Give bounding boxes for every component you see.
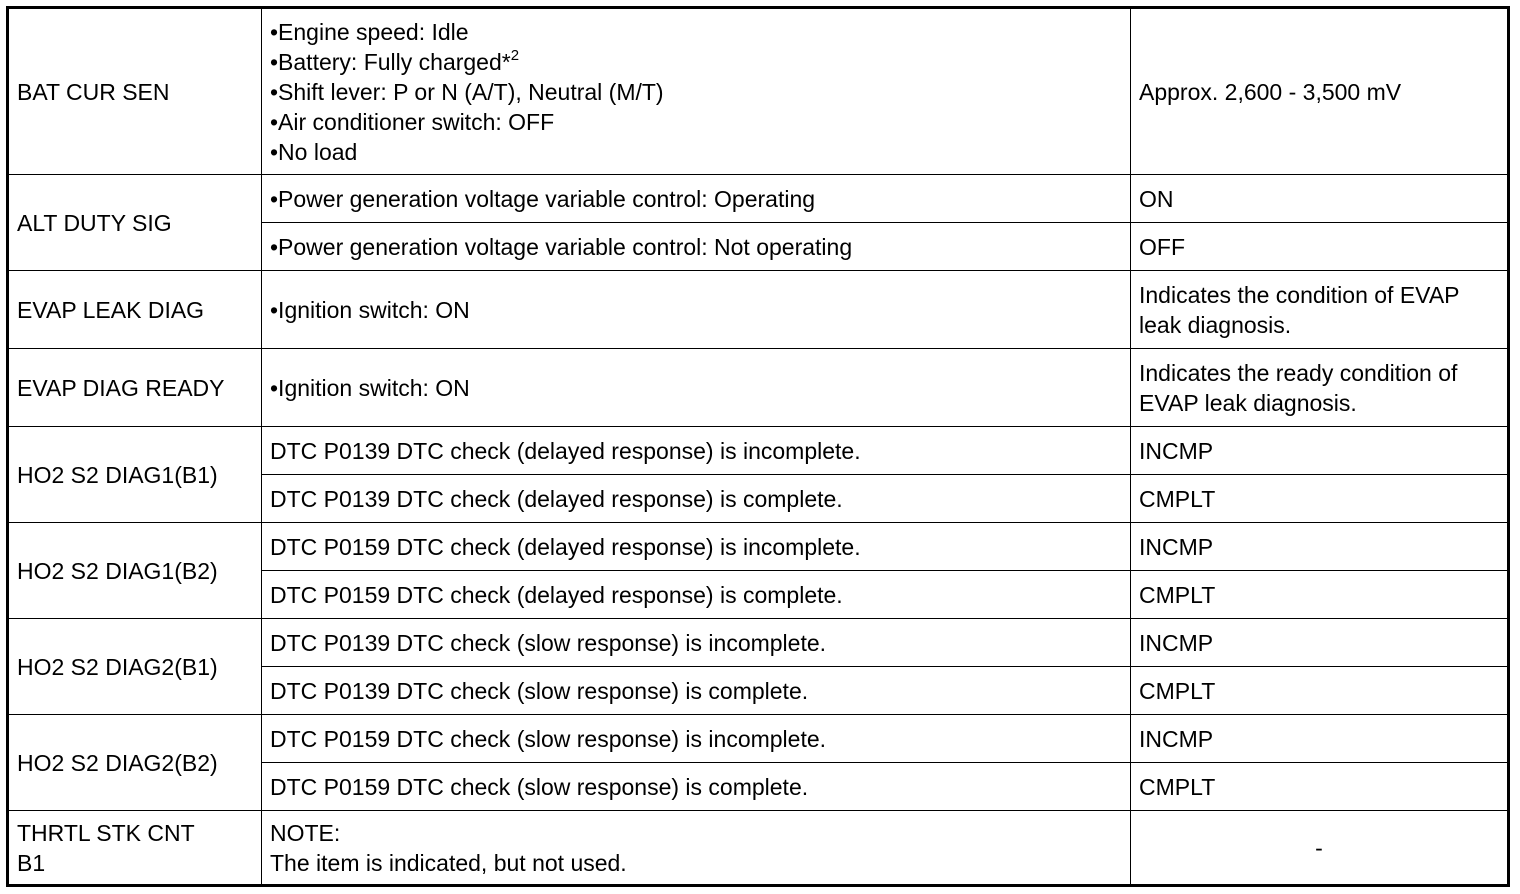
condition-line: DTC P0159 DTC check (delayed response) is incomplete. xyxy=(270,533,861,560)
item-name-line: THRTL STK CNT xyxy=(17,819,195,846)
condition-line: •Power generation voltage variable control: Operating xyxy=(270,185,816,212)
item-name-cell: HO2 S2 DIAG2(B1) xyxy=(8,619,262,715)
table-row-ho2-s2-diag2-b1 xyxy=(8,619,1509,667)
condition-line: •No load xyxy=(270,138,358,165)
item-name-cell: HO2 S2 DIAG1(B2) xyxy=(8,523,262,619)
table-row-alt-duty-sig xyxy=(8,175,1509,223)
condition-cell xyxy=(262,349,1131,427)
value-cell xyxy=(1131,619,1509,667)
table-row-evap-diag-ready xyxy=(8,349,1509,427)
value-line: CMPLT xyxy=(1139,677,1216,704)
value-line: ON xyxy=(1139,185,1174,212)
table-row-ho2-s2-diag2-b2 xyxy=(8,715,1509,763)
value-line: - xyxy=(1315,834,1323,861)
condition-line: DTC P0139 DTC check (delayed response) is incomplete. xyxy=(270,437,861,464)
value-line: CMPLT xyxy=(1139,581,1216,608)
condition-cell xyxy=(262,523,1131,571)
value-line: EVAP leak diagnosis. xyxy=(1139,389,1357,416)
condition-line: •Power generation voltage variable control: Not operating xyxy=(270,233,853,260)
condition-line: DTC P0159 DTC check (delayed response) is complete. xyxy=(270,581,843,608)
value-cell xyxy=(1131,349,1509,427)
value-line: Indicates the condition of EVAP xyxy=(1139,281,1460,308)
item-name-cell xyxy=(8,811,262,886)
item-name-cell: EVAP DIAG READY xyxy=(8,349,262,427)
value-cell xyxy=(1131,523,1509,571)
value-cell xyxy=(1131,763,1509,811)
condition-cell xyxy=(262,475,1131,523)
condition-cell xyxy=(262,571,1131,619)
value-line: CMPLT xyxy=(1139,773,1216,800)
value-line: INCMP xyxy=(1139,437,1214,464)
condition-cell xyxy=(262,427,1131,475)
condition-cell xyxy=(262,271,1131,349)
item-name-cell: BAT CUR SEN xyxy=(8,8,262,175)
condition-cell xyxy=(262,763,1131,811)
item-name-cell: EVAP LEAK DIAG xyxy=(8,271,262,349)
condition-line xyxy=(270,47,1122,77)
value-cell xyxy=(1131,811,1509,886)
table-row-ho2-s2-diag1-b1 xyxy=(8,427,1509,475)
footnote-marker: 2 xyxy=(510,46,520,64)
condition-line: DTC P0139 DTC check (slow response) is incomplete. xyxy=(270,629,827,656)
note-label: NOTE: xyxy=(270,819,341,846)
condition-cell xyxy=(262,715,1131,763)
value-cell xyxy=(1131,175,1509,223)
condition-cell xyxy=(262,619,1131,667)
value-cell xyxy=(1131,571,1509,619)
value-line: CMPLT xyxy=(1139,485,1216,512)
condition-cell xyxy=(262,175,1131,223)
condition-line: DTC P0159 DTC check (slow response) is complete. xyxy=(270,773,809,800)
spec-table xyxy=(6,6,1510,887)
condition-line: •Ignition switch: ON xyxy=(270,296,470,323)
condition-line: •Shift lever: P or N (A/T), Neutral (M/T) xyxy=(270,78,664,105)
value-cell xyxy=(1131,427,1509,475)
value-line: INCMP xyxy=(1139,533,1214,560)
condition-cell xyxy=(262,667,1131,715)
condition-line: •Air conditioner switch: OFF xyxy=(270,108,555,135)
item-name-cell: ALT DUTY SIG xyxy=(8,175,262,271)
condition-cell xyxy=(262,223,1131,271)
value-cell xyxy=(1131,271,1509,349)
value-line: OFF xyxy=(1139,233,1185,260)
value-line: leak diagnosis. xyxy=(1139,311,1292,338)
note-text: The item is indicated, but not used. xyxy=(270,849,627,876)
value-line: INCMP xyxy=(1139,725,1214,752)
table-row-ho2-s2-diag1-b2 xyxy=(8,523,1509,571)
item-name-cell: HO2 S2 DIAG1(B1) xyxy=(8,427,262,523)
condition-line: DTC P0159 DTC check (slow response) is incomplete. xyxy=(270,725,827,752)
item-name-line: B1 xyxy=(17,849,46,876)
condition-text: •Battery: Fully charged* xyxy=(270,48,511,75)
condition-line: DTC P0139 DTC check (slow response) is complete. xyxy=(270,677,809,704)
condition-line: DTC P0139 DTC check (delayed response) is complete. xyxy=(270,485,843,512)
value-line: Approx. 2,600 - 3,500 mV xyxy=(1139,78,1402,105)
table-row-evap-leak-diag xyxy=(8,271,1509,349)
condition-line: •Ignition switch: ON xyxy=(270,374,470,401)
value-cell xyxy=(1131,715,1509,763)
value-cell xyxy=(1131,8,1509,175)
table-row-bat-cur-sen xyxy=(8,8,1509,175)
value-line: INCMP xyxy=(1139,629,1214,656)
condition-cell xyxy=(262,811,1131,886)
condition-line: •Engine speed: Idle xyxy=(270,18,469,45)
item-name-cell: HO2 S2 DIAG2(B2) xyxy=(8,715,262,811)
value-cell xyxy=(1131,475,1509,523)
value-line: Indicates the ready condition of xyxy=(1139,359,1458,386)
value-cell xyxy=(1131,667,1509,715)
table-row-thrtl-stk-cnt-b1 xyxy=(8,811,1509,886)
value-cell xyxy=(1131,223,1509,271)
condition-cell xyxy=(262,8,1131,175)
